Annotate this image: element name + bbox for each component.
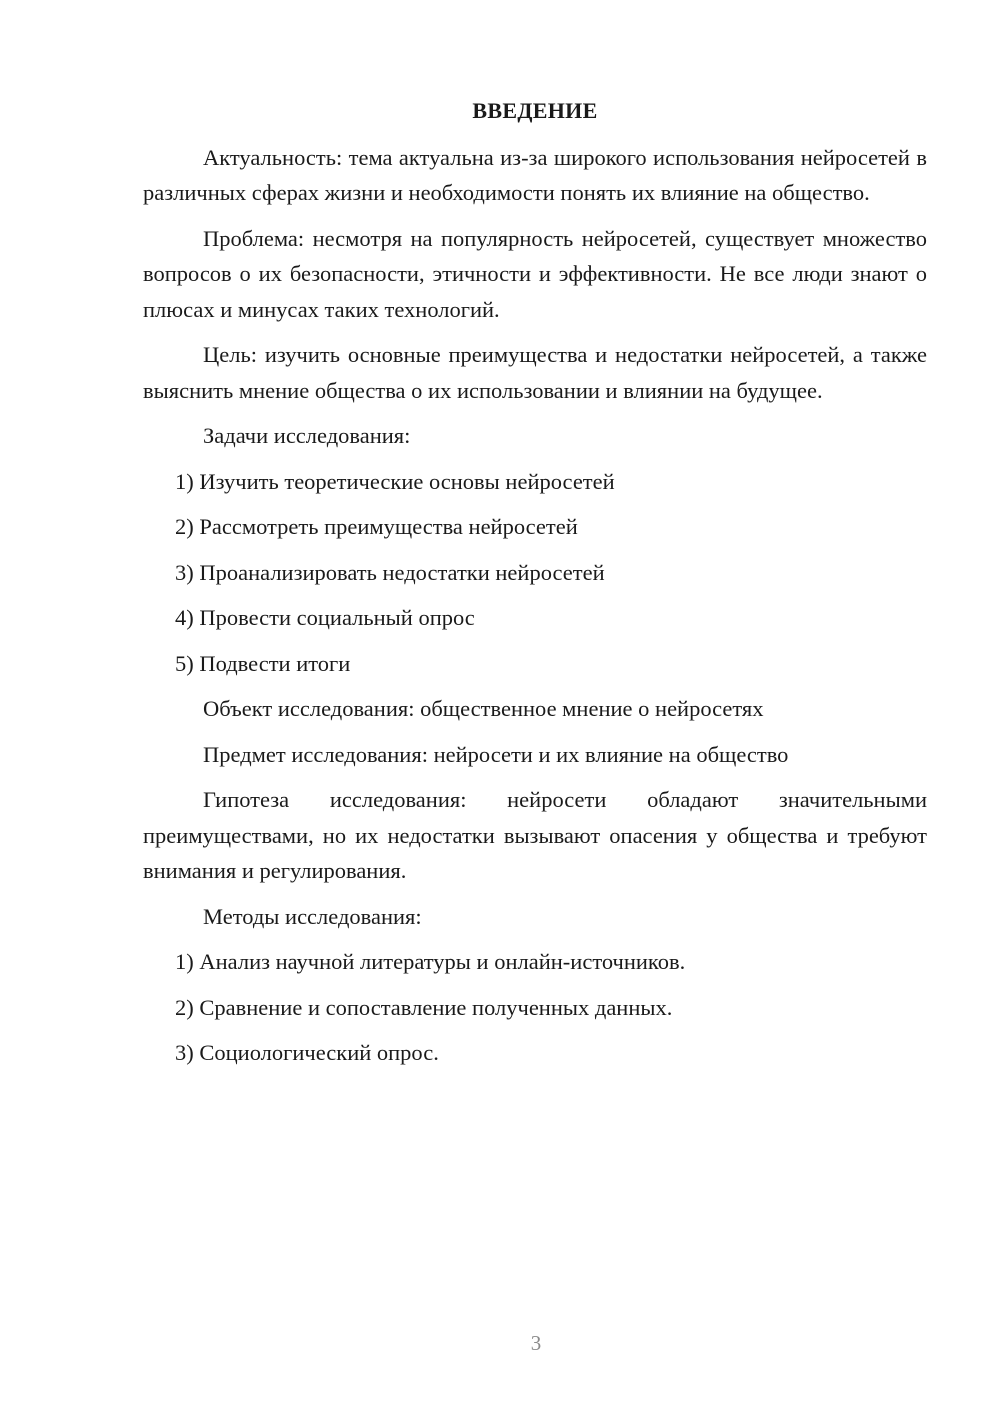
methods-heading: Методы исследования: xyxy=(203,903,422,929)
problem-paragraph: Проблема: несмотря на популярность нейросетей, существует множество вопросов о их безопасности, этичности и эффективности. Не все люди знают о плюсах и минусах таких технологий. xyxy=(143,225,927,322)
task-item: 2) Рассмотреть преимущества нейросетей xyxy=(175,514,578,539)
task-item: 3) Проанализировать недостатки нейросетей xyxy=(175,559,605,585)
task-item: 1) Изучить теоретические основы нейросетей xyxy=(175,468,615,494)
subject-line: Предмет исследования: нейросети и их влияние на общество xyxy=(203,741,789,767)
task-item: 4) Провести социальный опрос xyxy=(175,605,475,630)
method-item: 1) Анализ научной литературы и онлайн-источников. xyxy=(175,949,686,974)
tasks-heading: Задачи исследования: xyxy=(203,423,411,448)
method-item: 3) Социологический опрос. xyxy=(175,1040,439,1065)
task-item: 5) Подвести итоги xyxy=(175,650,351,676)
actuality-paragraph: Актуальность: тема актуальна из-за широкого использования нейросетей в различных сферах жизни и необходимости понять их влияние на общество. xyxy=(143,144,927,205)
tasks-list xyxy=(143,464,927,682)
hypothesis-paragraph: Гипотеза исследования: нейросети обладают значительными преимуществами, но их недостатки вызывают опасения у общества и требуют внимания и регулирования. xyxy=(143,787,927,883)
page-content xyxy=(143,93,927,1081)
goal-paragraph: Цель: изучить основные преимущества и недостатки нейросетей, а также выяснить мнение общества о их использовании и влиянии на будущее. xyxy=(143,342,927,403)
page-number: 3 xyxy=(530,1331,542,1355)
object-line: Объект исследования: общественное мнение о нейросетях xyxy=(203,696,764,721)
method-item: 2) Сравнение и сопоставление полученных данных. xyxy=(175,994,673,1020)
section-title: ВВЕДЕНИЕ xyxy=(472,98,598,123)
methods-list xyxy=(143,944,927,1071)
